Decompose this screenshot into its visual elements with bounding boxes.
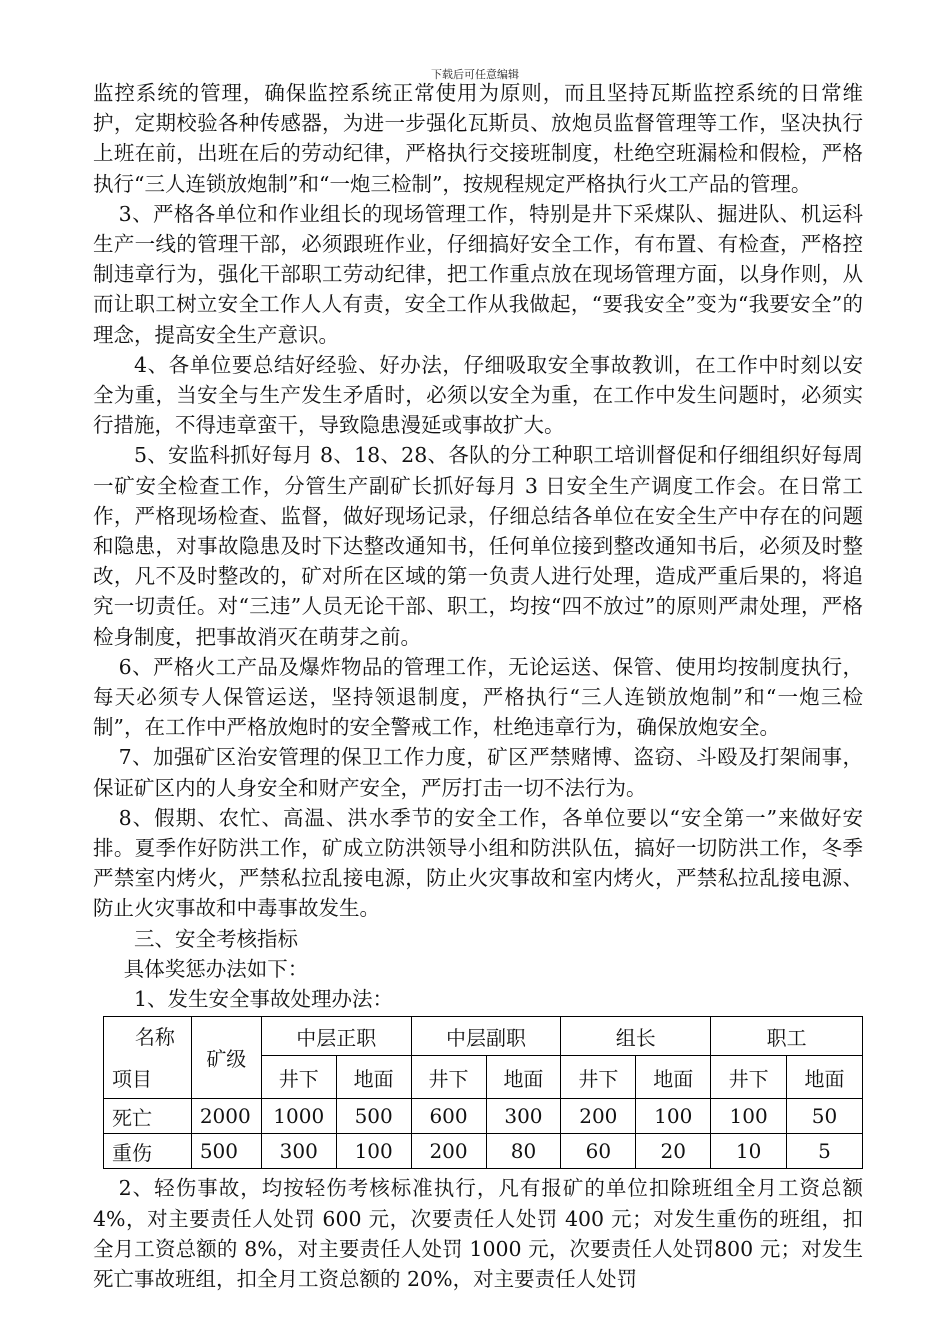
paragraph: 3、严格各单位和作业组长的现场管理工作，特别是井下采煤队、掘进队、机运科生产一线的管理干部，必须跟班作业，仔细搞好安全工作，有布置、有检查，严格控制违章行为，强化干部职工劳动纪律，把工作重点放在现场管理方面，以身作则，从而让职工树立安全工作人人有责，安全工作从我做起，“要我安全”变为“我要安全”的理念，提高安全生产意识。: [93, 201, 863, 347]
table-cell: 200: [561, 1099, 636, 1134]
paragraph: 8、假期、农忙、高温、洪水季节的安全工作，各单位要以“安全第一”来做好安排。夏季作好防洪工作，矿成立防洪领导小组和防洪队伍，搞好一切防洪工作，冬季严禁室内烤火，严禁私拉乱接电源，防止火灾事故和室内烤火，严禁私拉乱接电源、防止火灾事故和中毒事故发生。: [93, 805, 863, 921]
paragraph: 监控系统的管理，确保监控系统正常使用为原则，而且坚持瓦斯监控系统的日常维护，定期校验各种传感器，为进一步强化瓦斯员、放炮员监督管理等工作，坚决执行上班在前，出班在后的劳动纪律，严格执行交接班制度，杜绝空班漏检和假检，严格执行“三人连锁放炮制”和“一炮三检制”，按规程规定严格执行火工产品的管理。: [93, 81, 863, 196]
paragraph: 7、加强矿区治安管理的保卫工作力度，矿区严禁赌博、盗窃、斗殴及打架闹事，保证矿区内的人身安全和财产安全，严厉打击一切不法行为。: [93, 745, 863, 800]
table-cell: 10: [711, 1134, 787, 1169]
paragraph: 2、轻伤事故，均按轻伤考核标准执行，凡有报矿的单位扣除班组全月工资总额 4%，对主要责任人处罚 600 元，次要责任人处罚 400 元；对发生重伤的班组，扣全月工资总额的 8%，对主要责任人处罚 1000 元，次要责任人处罚800 元；对发生死亡事故班组，扣全月工资总额的 20%，对主要责任人处罚: [93, 1176, 863, 1291]
group-header: 职工: [711, 1017, 863, 1056]
sub-header: 地面: [336, 1056, 411, 1099]
group-header: 中层副职: [411, 1017, 561, 1056]
table-cell: 600: [411, 1099, 486, 1134]
group-header: 组长: [561, 1017, 711, 1056]
paragraph: 5、安监科抓好每月 8、18、28、各队的分工种职工培训督促和仔细组织好每周一矿安全检查工作，分管生产副矿长抓好每月 3 日安全生产调度工作会。在日常工作，严格现场检查、监督，做好现场记录，仔细总结各单位在安全生产中存在的问题和隐患，对事故隐患及时下达整改通知书，任何单位接到整改通知书后，必须及时整改，凡不及时整改的，矿对所在区域的第一负责人进行处理，造成严重后果的，将追究一切责任。对“三违”人员无论干部、职工，均按“四不放过”的原则严肃处理，严格检身制度，把事故消灭在萌芽之前。: [93, 443, 863, 649]
table-corner-cell: [104, 1017, 192, 1099]
table-cell: 100: [636, 1099, 711, 1134]
group-header: 中层正职: [261, 1017, 411, 1056]
row-label: 重伤: [104, 1134, 192, 1169]
table-cell: 100: [336, 1134, 411, 1169]
corner-bottom-label: 项目: [112, 1067, 152, 1092]
row-label: 死亡: [104, 1099, 192, 1134]
col-header-mine: 矿级: [191, 1017, 261, 1099]
table-cell: 200: [411, 1134, 486, 1169]
penalty-table: [103, 1016, 863, 1169]
table-cell: 2000: [191, 1099, 261, 1134]
sub-header: 地面: [486, 1056, 561, 1099]
sub-header: 井下: [561, 1056, 636, 1099]
table-cell: 60: [561, 1134, 636, 1169]
section-subheading: 具体奖惩办法如下：: [123, 956, 309, 981]
table-cell: 300: [261, 1134, 336, 1169]
table-cell: 20: [636, 1134, 711, 1169]
table-cell: 100: [711, 1099, 787, 1134]
sub-header: 井下: [261, 1056, 336, 1099]
table-cell: 5: [787, 1134, 863, 1169]
table-cell: 500: [191, 1134, 261, 1169]
table-cell: 1000: [261, 1099, 336, 1134]
table-cell: 80: [486, 1134, 561, 1169]
sub-header: 井下: [711, 1056, 787, 1099]
section-heading: 三、安全考核指标: [134, 926, 298, 951]
corner-top-label: 名称: [134, 1025, 175, 1050]
table-row: [104, 1134, 863, 1169]
table-row: [104, 1099, 863, 1134]
sub-header: 井下: [411, 1056, 486, 1099]
document-body: [93, 78, 863, 1294]
table-cell: 300: [486, 1099, 561, 1134]
paragraph: 4、各单位要总结好经验、好办法，仔细吸取安全事故教训，在工作中时刻以安全为重，当安全与生产发生矛盾时，必须以安全为重，在工作中发生问题时，必须实行措施，不得违章蛮干，导致隐患漫延或事故扩大。: [93, 352, 863, 438]
section-subheading: 1、发生安全事故处理办法：: [134, 987, 394, 1012]
paragraph: 6、严格火工产品及爆炸物品的管理工作，无论运送、保管、使用均按制度执行，每天必须专人保管运送，坚持领退制度，严格执行“三人连锁放炮制”和“一炮三检制”，在工作中严格放炮时的安全警戒工作，杜绝违章行为，确保放炮安全。: [93, 654, 863, 740]
page-header-note: 下载后可任意编辑: [431, 68, 519, 81]
table-cell: 500: [336, 1099, 411, 1134]
table-cell: 50: [787, 1099, 863, 1134]
sub-header: 地面: [636, 1056, 711, 1099]
sub-header: 地面: [787, 1056, 863, 1099]
